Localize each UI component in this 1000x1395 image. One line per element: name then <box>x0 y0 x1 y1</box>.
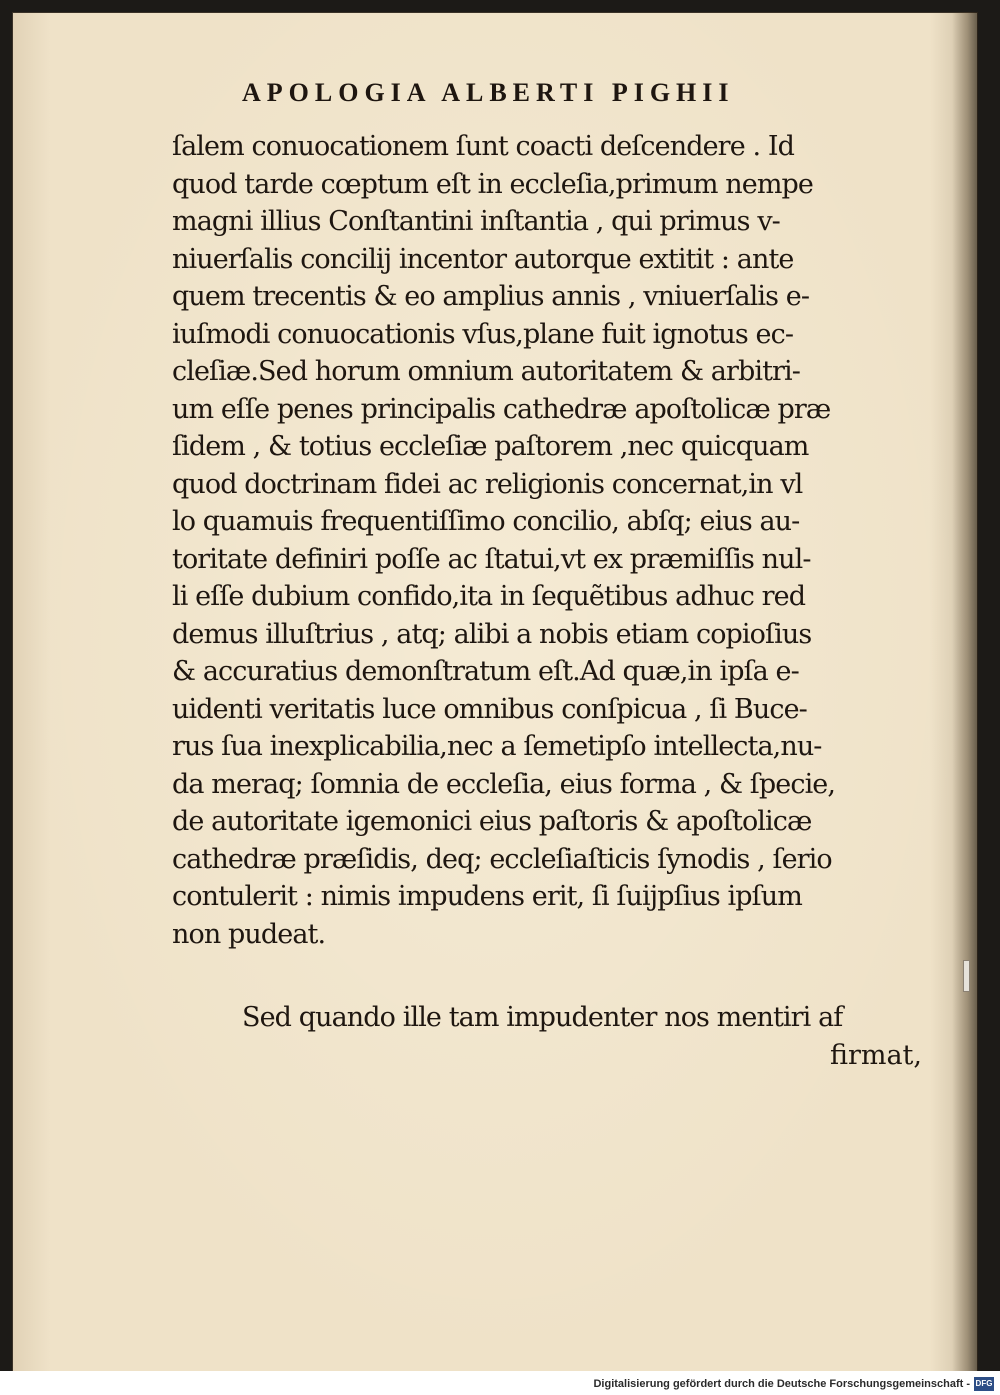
text-line: non pudeat. <box>172 918 326 950</box>
text-line: magni illius Conſtantini inſtantia , qui primus v- <box>172 206 780 237</box>
text-line: toritate definiri poſſe ac ſtatui,vt ex præmiſſis nul- <box>172 543 811 575</box>
paragraph-1 <box>172 128 932 953</box>
text-line: Sed quando ille tam impudenter nos mentiri af <box>242 1002 843 1033</box>
text-line: demus illuſtrius , atq; alibi a nobis etiam copioſius <box>172 618 812 650</box>
text-line: ſidem , & totius eccleſiæ paſtorem ,nec quicquam <box>172 431 809 462</box>
catchword: firmat, <box>829 1039 922 1071</box>
text-line: ſalem conuocationem ſunt coacti deſcendere . Id <box>172 131 794 162</box>
footer-bar <box>0 1371 1000 1395</box>
text-line: quod doctrinam fidei ac religionis concernat,in vl <box>172 468 803 500</box>
page-edge-marker <box>963 960 970 992</box>
text-line: contulerit : nimis impudens erit, ſi ſuijpſius ipſum <box>172 881 802 912</box>
text-line: quem trecentis & eo amplius annis , vniuerſalis e- <box>172 281 810 312</box>
text-line: de autoritate igemonici eius paſtoris & apoſtolicæ <box>172 806 812 837</box>
text-line: rus ſua inexplicabilia,nec a ſemetipſo intellecta,nu- <box>172 731 822 762</box>
text-line: iuſmodi conuocationis vſus,plane fuit ignotus ec- <box>172 318 794 350</box>
body-text <box>172 128 932 1074</box>
text-line: lo quamuis frequentiſſimo concilio, abſq; eius au- <box>172 506 800 537</box>
text-line: li eſſe dubium confido,ita in ſequẽtibus adhuc red <box>172 581 806 612</box>
text-line: cathedræ præſidis, deq; eccleſiaſticis ſynodis , ſerio <box>172 843 832 875</box>
text-line: uidenti veritatis luce omnibus conſpicua , ſi Buce- <box>172 693 807 725</box>
running-head: APOLOGIA ALBERTI PIGHII <box>242 78 735 107</box>
page-gutter-shadow <box>952 12 978 1374</box>
text-line: & accuratius demonſtratum eſt.Ad quæ,in ipſa e- <box>172 656 799 687</box>
text-line: da meraq; ſomnia de eccleſia, eius forma , & ſpecie, <box>172 768 836 800</box>
paragraph-gap <box>172 953 932 999</box>
text-line: um eſſe penes principalis cathedræ apoſtolicæ præ <box>172 393 831 425</box>
text-line: cleſiæ.Sed horum omnium autoritatem & arbitri- <box>172 356 800 387</box>
paragraph-2 <box>172 999 932 1037</box>
text-line: niuerſalis concilij incentor autorque extitit : ante <box>172 243 794 275</box>
text-line: quod tarde cœptum eſt in eccleſia,primum nempe <box>172 168 814 200</box>
funding-credit: Digitalisierung gefördert durch die Deutsche Forschungsgemeinschaft - <box>593 1378 970 1390</box>
dfg-logo: DFG <box>974 1377 994 1391</box>
